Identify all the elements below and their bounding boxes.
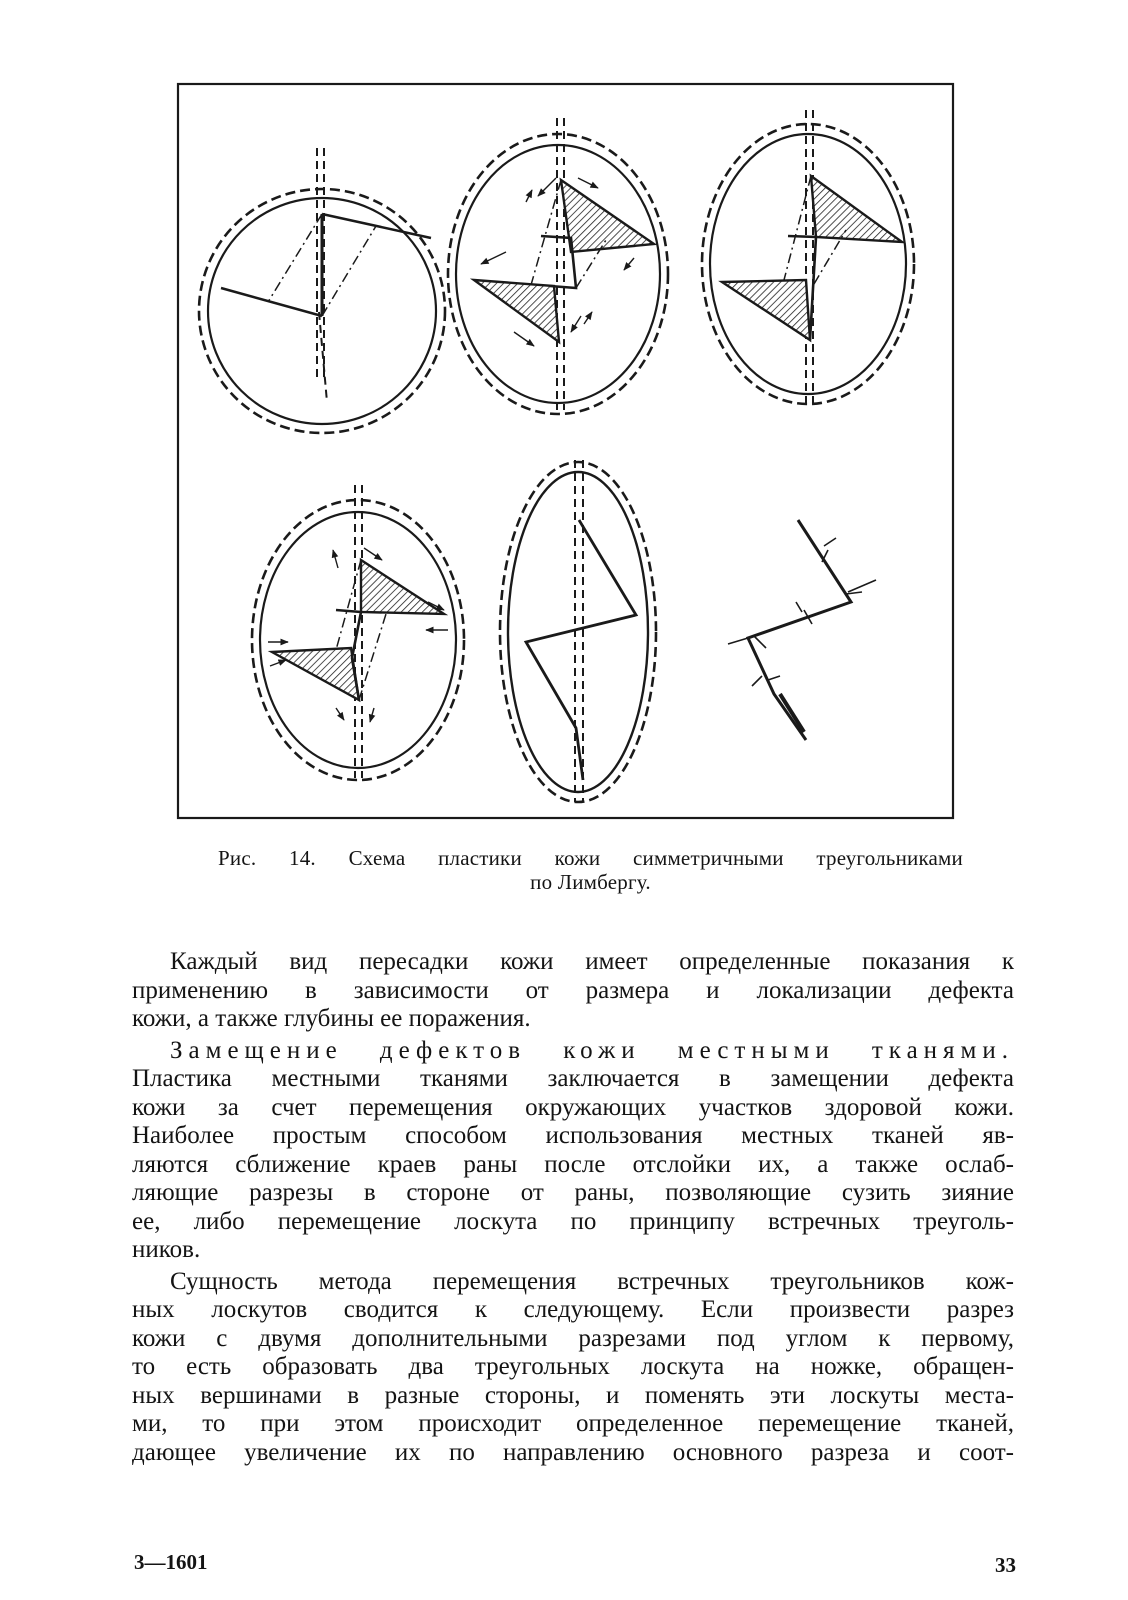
panel-4-diagram	[252, 485, 464, 780]
page-number: 33	[995, 1553, 1016, 1577]
panel-5-diagram	[500, 460, 656, 802]
paragraph-3	[132, 1268, 1014, 1468]
text-line: ляющие разрезы в стороне от раны, позволяющие сузить зияние	[132, 1179, 1014, 1206]
panel-2-diagram	[448, 118, 668, 414]
paragraph-1	[132, 948, 1014, 1034]
text-line: Наиболее простым способом использования местных тканей яв-	[132, 1122, 1014, 1149]
text-line: ляются сближение краев раны после отслойки их, а также ослаб-	[132, 1150, 1014, 1178]
text-line: ников.	[132, 1236, 201, 1263]
panel-1-diagram	[199, 148, 445, 433]
text-line: применению в зависимости от размера и локализации дефекта	[132, 976, 1014, 1004]
caption-line-2: по Лимбергу.	[530, 870, 651, 894]
text-line: кожи за счет перемещения окружающих участков здоровой кожи.	[132, 1093, 1014, 1121]
paragraph-2	[132, 1037, 1014, 1265]
text-line: дающее увеличение их по направлению основного разреза и соот-	[132, 1438, 1014, 1466]
text-line: ных лоскутов сводится к следующему. Если произвести разрез	[132, 1296, 1014, 1323]
printer-signature: 3—1601	[134, 1550, 208, 1574]
text-line: кожи с двумя дополнительными разрезами под углом к первому,	[132, 1324, 1014, 1352]
body-text	[132, 948, 1014, 1467]
figure-caption	[218, 846, 963, 894]
panel-3-diagram	[702, 110, 914, 408]
text-line: Каждый вид пересадки кожи имеет определенные показания к	[170, 948, 1014, 975]
text-line: то есть образовать два треугольных лоскута на ножке, обращен-	[132, 1353, 1014, 1380]
text-line: кожи, а также глубины ее поражения.	[132, 1005, 531, 1032]
caption-line-1: Рис. 14. Схема пластики кожи симметричными треугольниками	[218, 846, 963, 870]
figure-14	[176, 80, 958, 822]
text-line: ее, либо перемещение лоскута по принципу встречных треуголь-	[132, 1207, 1014, 1235]
text-line: Пластика местными тканями заключается в замещении дефекта	[132, 1065, 1014, 1092]
text-line: ми, то при этом происходит определенное перемещение тканей,	[132, 1410, 1014, 1437]
text-line: Сущность метода перемещения встречных треугольников кож-	[170, 1267, 1014, 1295]
text-line: ных вершинами в разные стороны, и поменять эти лоскуты места-	[132, 1381, 1014, 1409]
panel-6-diagram	[728, 520, 876, 740]
section-heading: Замещение дефектов кожи местными тканями.	[170, 1036, 1014, 1064]
